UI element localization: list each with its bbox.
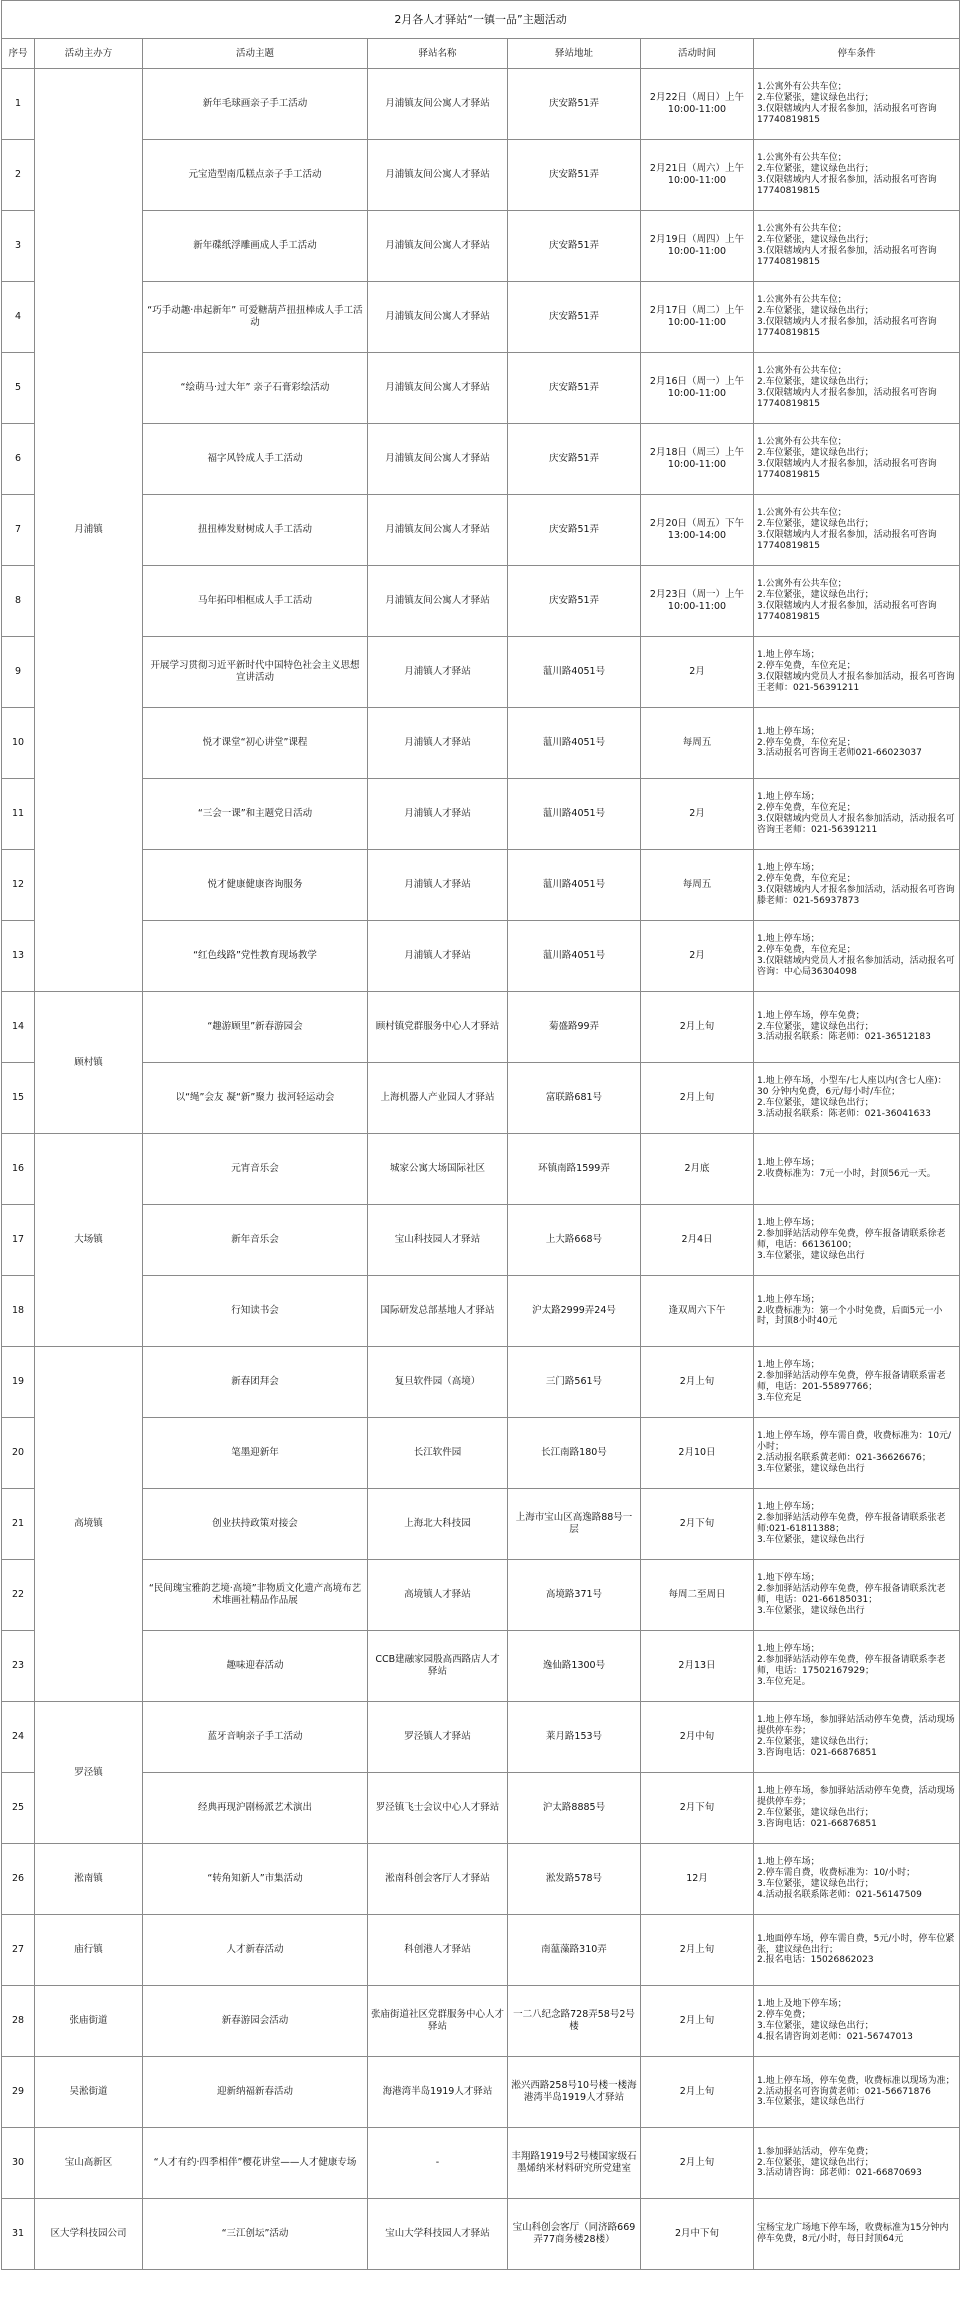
- table-row: [2, 353, 960, 424]
- row-no: 15: [2, 1063, 35, 1134]
- parking-condition: 1.公寓外有公共车位； 2.车位紧张，建议绿色出行； 3.仅限辖域内人才报名参加，活动报名可咨询17740819815: [754, 282, 960, 353]
- row-no: 9: [2, 637, 35, 708]
- station-address: 沪太路2999弄24号: [508, 1276, 641, 1347]
- activity-theme: 行知读书会: [143, 1276, 368, 1347]
- header-station: 驿站名称: [368, 39, 508, 69]
- activity-time: 2月下旬: [641, 1489, 754, 1560]
- activity-time: 2月10日: [641, 1418, 754, 1489]
- parking-condition: 1.地上停车场，参加驿站活动停车免费，活动现场提供停车券； 2.车位紧张，建议绿色出行； 3.咨询电话：021-66876851: [754, 1773, 960, 1844]
- station-name: 宝山大学科技园人才驿站: [368, 2199, 508, 2270]
- row-no: 2: [2, 140, 35, 211]
- station-name: 月浦镇友间公寓人才驿站: [368, 140, 508, 211]
- station-address: 庆安路51弄: [508, 69, 641, 140]
- table-row: [2, 566, 960, 637]
- table-row: [2, 1773, 960, 1844]
- station-address: 庆安路51弄: [508, 282, 641, 353]
- organizer-cell: 庙行镇: [35, 1915, 143, 1986]
- activity-time: 2月4日: [641, 1205, 754, 1276]
- row-no: 10: [2, 708, 35, 779]
- activity-time: 2月上旬: [641, 1347, 754, 1418]
- activity-theme: 元宝造型南瓜糕点亲子手工活动: [143, 140, 368, 211]
- table-row: [2, 1205, 960, 1276]
- activity-theme: 元宵音乐会: [143, 1134, 368, 1205]
- table-row: [2, 1631, 960, 1702]
- station-name: 月浦镇友间公寓人才驿站: [368, 424, 508, 495]
- station-name: 海港湾半岛1919人才驿站: [368, 2057, 508, 2128]
- activity-theme: 新年毛球画亲子手工活动: [143, 69, 368, 140]
- activity-time: 2月下旬: [641, 1773, 754, 1844]
- activity-time: 2月上旬: [641, 1915, 754, 1986]
- row-no: 28: [2, 1986, 35, 2057]
- table-row: [2, 69, 960, 140]
- activity-theme: 新春游园会活动: [143, 1986, 368, 2057]
- activity-theme: 笔墨迎新年: [143, 1418, 368, 1489]
- table-row: [2, 779, 960, 850]
- station-address: 莱月路153号: [508, 1702, 641, 1773]
- station-name: 月浦镇友间公寓人才驿站: [368, 69, 508, 140]
- row-no: 30: [2, 2128, 35, 2199]
- station-name: 月浦镇人才驿站: [368, 708, 508, 779]
- row-no: 31: [2, 2199, 35, 2270]
- activity-time: 2月23日（周一）上午10:00-11:00: [641, 566, 754, 637]
- activity-theme: “民间瑰宝雅韵艺境·高境”非物质文化遗产高境布艺术堆画社精品作品展: [143, 1560, 368, 1631]
- activity-time: 2月22日（周日）上午10:00-11:00: [641, 69, 754, 140]
- station-address: 淞兴西路258号10号楼一楼海港湾半岛1919人才驿站: [508, 2057, 641, 2128]
- station-name: 淞南科创会客厅人才驿站: [368, 1844, 508, 1915]
- station-address: 高境路371号: [508, 1560, 641, 1631]
- station-address: 蕰川路4051号: [508, 850, 641, 921]
- parking-condition: 1.地上停车场，停车免费； 2.车位紧张，建议绿色出行； 3.活动报名联系：陈老师：021-36512183: [754, 992, 960, 1063]
- station-name: 张庙街道社区党群服务中心人才驿站: [368, 1986, 508, 2057]
- table-row: [2, 1134, 960, 1205]
- table-row: [2, 495, 960, 566]
- header-address: 驿站地址: [508, 39, 641, 69]
- activity-time: 2月: [641, 779, 754, 850]
- activity-time: 2月中下旬: [641, 2199, 754, 2270]
- station-address: 庆安路51弄: [508, 566, 641, 637]
- table-row: [2, 1489, 960, 1560]
- station-address: 丰翔路1919号2号楼国家级石墨烯纳米材料研究所党建室: [508, 2128, 641, 2199]
- activity-time: 2月20日（周五）下午13:00-14:00: [641, 495, 754, 566]
- row-no: 26: [2, 1844, 35, 1915]
- activity-theme: 新年音乐会: [143, 1205, 368, 1276]
- activity-theme: 人才新春活动: [143, 1915, 368, 1986]
- table-row: [2, 140, 960, 211]
- parking-condition: 1.地上停车场，小型车/七人座以内(含七人座)：30 分钟内免费，6元/每小时/车位； 2.车位紧张，建议绿色出行； 3.活动报名联系：陈老师：021-36041633: [754, 1063, 960, 1134]
- parking-condition: 1.公寓外有公共车位； 2.车位紧张，建议绿色出行； 3.仅限辖域内人才报名参加，活动报名可咨询17740819815: [754, 69, 960, 140]
- parking-condition: 1.地上及地下停车场； 2.停车免费； 3.车位紧张，建议绿色出行； 4.报名请咨询刘老师：021-56747013: [754, 1986, 960, 2057]
- activity-theme: 开展学习贯彻习近平新时代中国特色社会主义思想宣讲活动: [143, 637, 368, 708]
- activity-time: 2月中旬: [641, 1702, 754, 1773]
- row-no: 5: [2, 353, 35, 424]
- parking-condition: 1.公寓外有公共车位； 2.车位紧张，建议绿色出行； 3.仅限辖域内人才报名参加，活动报名可咨询17740819815: [754, 140, 960, 211]
- table-row: [2, 1915, 960, 1986]
- station-address: 上大路668号: [508, 1205, 641, 1276]
- station-name: 宝山科技园人才驿站: [368, 1205, 508, 1276]
- activity-theme: 新春团拜会: [143, 1347, 368, 1418]
- organizer-cell: 大场镇: [35, 1134, 143, 1347]
- activity-time: 每周五: [641, 850, 754, 921]
- table-row: [2, 1276, 960, 1347]
- row-no: 4: [2, 282, 35, 353]
- activity-time: 2月18日（周三）上午10:00-11:00: [641, 424, 754, 495]
- parking-condition: 1.地上停车场； 2.参加驿站活动停车免费，停车报备请联系张老师:021-61811388； 3.车位紧张，建议绿色出行: [754, 1489, 960, 1560]
- table-row: [2, 2199, 960, 2270]
- parking-condition: 1.公寓外有公共车位； 2.车位紧张，建议绿色出行； 3.仅限辖域内人才报名参加，活动报名可咨询17740819815: [754, 566, 960, 637]
- row-no: 3: [2, 211, 35, 282]
- table-row: [2, 637, 960, 708]
- row-no: 18: [2, 1276, 35, 1347]
- header-time: 活动时间: [641, 39, 754, 69]
- parking-condition: 1.地上停车场； 2.停车免费，车位充足； 3.仅限辖域内党员人才报名参加活动，活动报名可咨询王老师：021-56391211: [754, 779, 960, 850]
- organizer-cell: 月浦镇: [35, 69, 143, 992]
- row-no: 14: [2, 992, 35, 1063]
- station-address: 环镇南路1599弄: [508, 1134, 641, 1205]
- activity-time: 2月17日（周二）上午10:00-11:00: [641, 282, 754, 353]
- station-address: 蕰川路4051号: [508, 637, 641, 708]
- activity-time: 2月上旬: [641, 2128, 754, 2199]
- table-row: [2, 992, 960, 1063]
- row-no: 12: [2, 850, 35, 921]
- station-name: 月浦镇友间公寓人才驿站: [368, 282, 508, 353]
- station-name: 复旦软件园（高境）: [368, 1347, 508, 1418]
- station-name: 月浦镇友间公寓人才驿站: [368, 353, 508, 424]
- organizer-cell: 吴淞街道: [35, 2057, 143, 2128]
- station-name: 月浦镇人才驿站: [368, 921, 508, 992]
- station-name: CCB建融家园殷高西路店人才驿站: [368, 1631, 508, 1702]
- activity-theme: 马年拓印相框成人手工活动: [143, 566, 368, 637]
- organizer-cell: 淞南镇: [35, 1844, 143, 1915]
- station-address: 蕰川路4051号: [508, 921, 641, 992]
- activity-time: 2月13日: [641, 1631, 754, 1702]
- organizer-cell: 高境镇: [35, 1347, 143, 1702]
- station-name: 上海机器人产业园人才驿站: [368, 1063, 508, 1134]
- organizer-cell: 区大学科技园公司: [35, 2199, 143, 2270]
- station-address: 蕰川路4051号: [508, 708, 641, 779]
- activity-time: 每周五: [641, 708, 754, 779]
- activity-time: 2月19日（周四）上午10:00-11:00: [641, 211, 754, 282]
- station-address: 沪太路8885号: [508, 1773, 641, 1844]
- activity-theme: 趣味迎春活动: [143, 1631, 368, 1702]
- header-organizer: 活动主办方: [35, 39, 143, 69]
- parking-condition: 1.地上停车场； 2.收费标准为：第一个小时免费，后面5元一小时，封顶8小时40元: [754, 1276, 960, 1347]
- table-title: 2月各人才驿站“一镇一品”主题活动: [2, 1, 960, 39]
- table-row: [2, 2057, 960, 2128]
- table-row: [2, 1347, 960, 1418]
- table-row: [2, 211, 960, 282]
- activity-time: 12月: [641, 1844, 754, 1915]
- parking-condition: 1.地上停车场； 2.参加驿站活动停车免费，停车报备请联系雷老师，电话：201-55897766； 3.车位充足: [754, 1347, 960, 1418]
- parking-condition: 1.公寓外有公共车位； 2.车位紧张，建议绿色出行； 3.仅限辖域内人才报名参加，活动报名可咨询17740819815: [754, 424, 960, 495]
- activity-theme: 新年碟纸浮雕画成人手工活动: [143, 211, 368, 282]
- parking-condition: 1.地上停车场； 2.参加驿站活动停车免费，停车报备请联系李老师，电话：17502167929； 3.车位充足。: [754, 1631, 960, 1702]
- activity-time: 2月: [641, 637, 754, 708]
- parking-condition: 1.地上停车场； 2.参加驿站活动停车免费，停车报备请联系徐老师，电话：66136100； 3.车位紧张，建议绿色出行: [754, 1205, 960, 1276]
- activity-theme: 经典再现沪剧杨派艺术演出: [143, 1773, 368, 1844]
- activity-theme: 福字风铃成人手工活动: [143, 424, 368, 495]
- row-no: 22: [2, 1560, 35, 1631]
- row-no: 20: [2, 1418, 35, 1489]
- table-row: [2, 2128, 960, 2199]
- station-name: 月浦镇人才驿站: [368, 850, 508, 921]
- header-theme: 活动主题: [143, 39, 368, 69]
- row-no: 1: [2, 69, 35, 140]
- row-no: 25: [2, 1773, 35, 1844]
- row-no: 29: [2, 2057, 35, 2128]
- activity-time: 2月上旬: [641, 2057, 754, 2128]
- activity-theme: “趣游顾里”新春游园会: [143, 992, 368, 1063]
- activity-theme: “绘萌马·过大年” 亲子石膏彩绘活动: [143, 353, 368, 424]
- row-no: 17: [2, 1205, 35, 1276]
- table-row: [2, 1844, 960, 1915]
- station-address: 三门路561号: [508, 1347, 641, 1418]
- row-no: 13: [2, 921, 35, 992]
- organizer-cell: 罗泾镇: [35, 1702, 143, 1844]
- row-no: 11: [2, 779, 35, 850]
- station-name: 月浦镇人才驿站: [368, 779, 508, 850]
- activity-theme: 迎新纳福新春活动: [143, 2057, 368, 2128]
- table-row: [2, 921, 960, 992]
- activity-theme: “人才有约·四季相伴”樱花讲堂——人才健康专场: [143, 2128, 368, 2199]
- table-row: [2, 708, 960, 779]
- station-name: 月浦镇友间公寓人才驿站: [368, 211, 508, 282]
- station-name: -: [368, 2128, 508, 2199]
- table-row: [2, 1063, 960, 1134]
- activity-theme: 蓝牙音响亲子手工活动: [143, 1702, 368, 1773]
- activity-theme: 创业扶持政策对接会: [143, 1489, 368, 1560]
- station-name: 顾村镇党群服务中心人才驿站: [368, 992, 508, 1063]
- table-row: [2, 1986, 960, 2057]
- activity-table: [1, 0, 960, 2270]
- row-no: 24: [2, 1702, 35, 1773]
- station-name: 月浦镇友间公寓人才驿站: [368, 495, 508, 566]
- parking-condition: 1.参加驿站活动，停车免费； 2.车位紧张，建议绿色出行； 3.活动请咨询：邱老师：021-66870693: [754, 2128, 960, 2199]
- row-no: 21: [2, 1489, 35, 1560]
- station-address: 庆安路51弄: [508, 495, 641, 566]
- row-no: 7: [2, 495, 35, 566]
- activity-time: 每周二至周日: [641, 1560, 754, 1631]
- activity-time: 2月上旬: [641, 992, 754, 1063]
- activity-theme: 悦才健康健康咨询服务: [143, 850, 368, 921]
- station-address: 菊盛路99弄: [508, 992, 641, 1063]
- station-address: 庆安路51弄: [508, 424, 641, 495]
- header-parking: 停车条件: [754, 39, 960, 69]
- parking-condition: 1.地上停车场，停车需自费，收费标准为：10元/小时； 2.活动报名联系黄老师：021-36626676； 3.车位紧张，建议绿色出行: [754, 1418, 960, 1489]
- station-name: 国际研发总部基地人才驿站: [368, 1276, 508, 1347]
- parking-condition: 1.地下停车场； 2.参加驿站活动停车免费，停车报备请联系沈老师，电话：021-66185031； 3.车位紧张，建议绿色出行: [754, 1560, 960, 1631]
- row-no: 23: [2, 1631, 35, 1702]
- activity-time: 2月21日（周六）上午10:00-11:00: [641, 140, 754, 211]
- station-name: 月浦镇友间公寓人才驿站: [368, 566, 508, 637]
- activity-theme: “转角知新人”市集活动: [143, 1844, 368, 1915]
- table-row: [2, 850, 960, 921]
- station-address: 长江南路180号: [508, 1418, 641, 1489]
- activity-theme: “三江创坛”活动: [143, 2199, 368, 2270]
- activity-time: 2月上旬: [641, 1063, 754, 1134]
- activity-time: 2月上旬: [641, 1986, 754, 2057]
- table-row: [2, 1560, 960, 1631]
- parking-condition: 1.地上停车场，停车免费，收费标准以现场为准； 2.活动报名可咨询黄老师：021-56671876 3.车位紧张，建议绿色出行: [754, 2057, 960, 2128]
- activity-time: 逢双周六下午: [641, 1276, 754, 1347]
- station-address: 庆安路51弄: [508, 140, 641, 211]
- activity-theme: “巧手动趣·串起新年” 可爱糖葫芦扭扭棒成人手工活动: [143, 282, 368, 353]
- station-name: 月浦镇人才驿站: [368, 637, 508, 708]
- station-address: 上海市宝山区高逸路88号一层: [508, 1489, 641, 1560]
- table-body: [2, 69, 960, 2270]
- table-row: [2, 1702, 960, 1773]
- parking-condition: 1.地上停车场； 2.收费标准为：7元一小时，封顶56元一天。: [754, 1134, 960, 1205]
- activity-theme: “红色线路”党性教育现场教学: [143, 921, 368, 992]
- station-address: 南蕰藻路310弄: [508, 1915, 641, 1986]
- activity-theme: 扭扭棒发财树成人手工活动: [143, 495, 368, 566]
- activity-time: 2月底: [641, 1134, 754, 1205]
- station-address: 庆安路51弄: [508, 353, 641, 424]
- parking-condition: 1.地上停车场； 2.停车免费，车位充足； 3.活动报名可咨询王老师021-66023037: [754, 708, 960, 779]
- station-name: 长江软件园: [368, 1418, 508, 1489]
- parking-condition: 1.地上停车场； 2.停车需自费，收费标准为：10/小时； 3.车位紧张，建议绿色出行； 4.活动报名联系陈老师：021-56147509: [754, 1844, 960, 1915]
- activity-theme: 悦才课堂“初心讲堂”课程: [143, 708, 368, 779]
- station-address: 宝山科创会客厅（同济路669弄77商务楼28楼）: [508, 2199, 641, 2270]
- station-address: 淞发路578号: [508, 1844, 641, 1915]
- table-row: [2, 1418, 960, 1489]
- activity-theme: 以“绳”会友 凝“新”聚力 拔河轻运动会: [143, 1063, 368, 1134]
- station-name: 高境镇人才驿站: [368, 1560, 508, 1631]
- header-no: 序号: [2, 39, 35, 69]
- station-address: 富联路681号: [508, 1063, 641, 1134]
- activity-theme: “三会一课”和主题党日活动: [143, 779, 368, 850]
- parking-condition: 1.地上停车场； 2.停车免费，车位充足； 3.仅限辖域内党员人才报名参加活动，活动报名可咨询：中心局36304098: [754, 921, 960, 992]
- row-no: 6: [2, 424, 35, 495]
- station-name: 城家公寓大场国际社区: [368, 1134, 508, 1205]
- parking-condition: 宝杨宝龙广场地下停车场，收费标准为15分钟内停车免费，8元/小时，每日封顶64元: [754, 2199, 960, 2270]
- parking-condition: 1.地面停车场，停车需自费，5元/小时，停车位紧张，建议绿色出行； 2.报名电话：15026862023: [754, 1915, 960, 1986]
- parking-condition: 1.公寓外有公共车位； 2.车位紧张，建议绿色出行； 3.仅限辖域内人才报名参加，活动报名可咨询17740819815: [754, 211, 960, 282]
- activity-time: 2月16日（周一）上午10:00-11:00: [641, 353, 754, 424]
- parking-condition: 1.地上停车场； 2.停车免费，车位充足； 3.仅限辖域内党员人才报名参加活动，报名可咨询王老师：021-56391211: [754, 637, 960, 708]
- station-name: 上海北大科技园: [368, 1489, 508, 1560]
- station-address: 庆安路51弄: [508, 211, 641, 282]
- station-name: 科创港人才驿站: [368, 1915, 508, 1986]
- organizer-cell: 顾村镇: [35, 992, 143, 1134]
- parking-condition: 1.地上停车场； 2.停车免费，车位充足； 3.仅限辖域内人才报名参加活动，活动报名可咨询滕老师：021-56937873: [754, 850, 960, 921]
- row-no: 16: [2, 1134, 35, 1205]
- organizer-cell: 宝山高新区: [35, 2128, 143, 2199]
- table-row: [2, 424, 960, 495]
- row-no: 27: [2, 1915, 35, 1986]
- station-name: 罗泾镇人才驿站: [368, 1702, 508, 1773]
- station-address: 蕰川路4051号: [508, 779, 641, 850]
- table-row: [2, 282, 960, 353]
- station-address: 一二八纪念路728弄58号2号楼: [508, 1986, 641, 2057]
- activity-time: 2月: [641, 921, 754, 992]
- row-no: 8: [2, 566, 35, 637]
- organizer-cell: 张庙街道: [35, 1986, 143, 2057]
- parking-condition: 1.地上停车场，参加驿站活动停车免费，活动现场提供停车券； 2.车位紧张，建议绿色出行； 3.咨询电话：021-66876851: [754, 1702, 960, 1773]
- parking-condition: 1.公寓外有公共车位； 2.车位紧张，建议绿色出行； 3.仅限辖域内人才报名参加，活动报名可咨询17740819815: [754, 495, 960, 566]
- station-name: 罗泾镇飞士会议中心人才驿站: [368, 1773, 508, 1844]
- parking-condition: 1.公寓外有公共车位； 2.车位紧张，建议绿色出行； 3.仅限辖域内人才报名参加，活动报名可咨询17740819815: [754, 353, 960, 424]
- station-address: 逸仙路1300号: [508, 1631, 641, 1702]
- row-no: 19: [2, 1347, 35, 1418]
